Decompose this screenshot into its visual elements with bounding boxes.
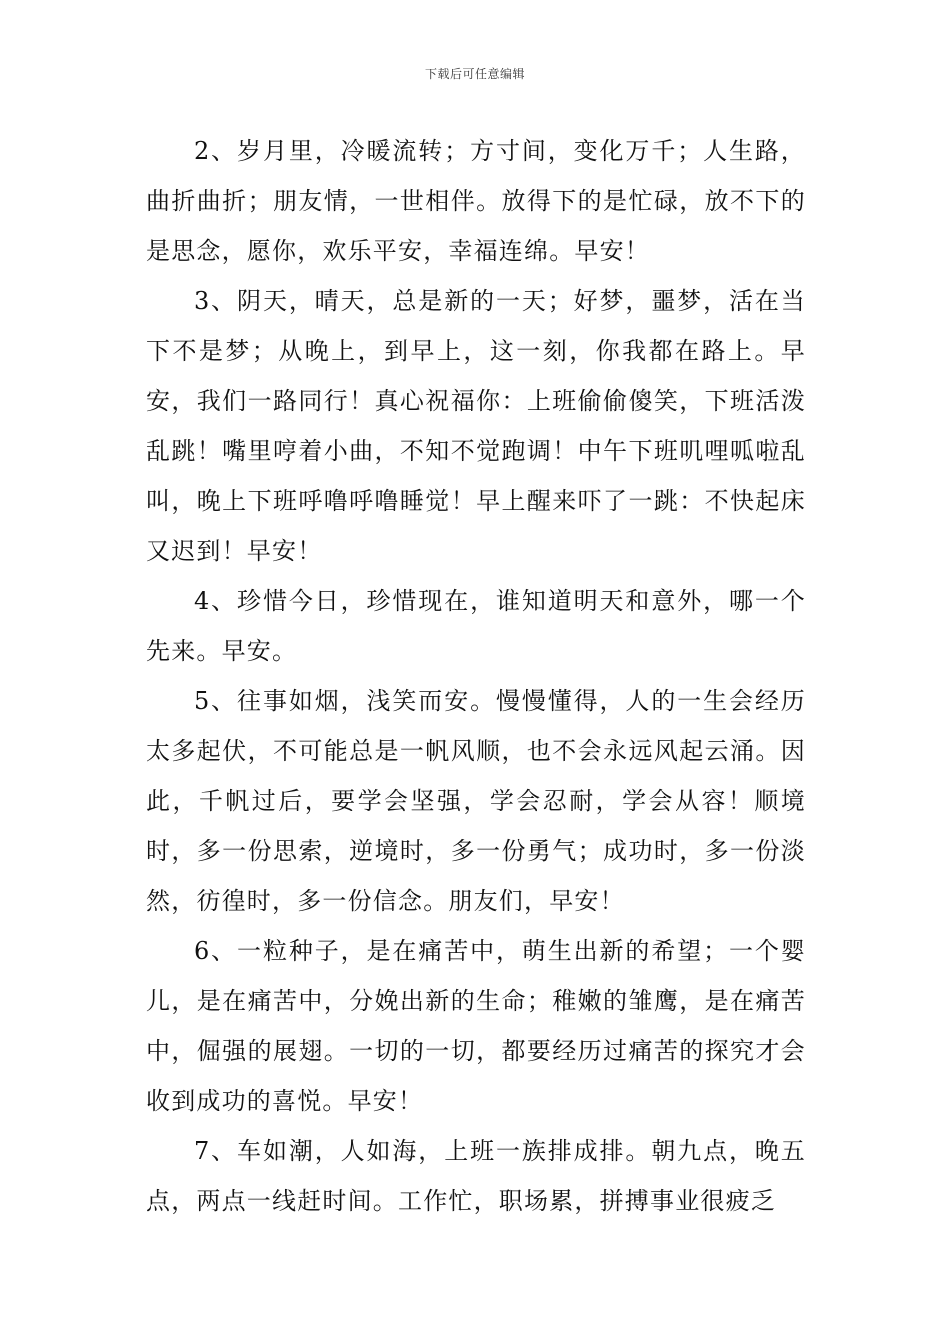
paragraph-4: 4、珍惜今日，珍惜现在，谁知道明天和意外，哪一个先来。早安。: [146, 587, 806, 665]
page-header-note: 下载后可任意编辑: [424, 67, 525, 81]
paragraph-3: 3、阴天，晴天，总是新的一天；好梦，噩梦，活在当下不是梦；从晚上，到早上，这一刻，你我都在路上。早安，我们一路同行！真心祝福你：上班偷偷傻笑，下班活泼乱跳！嘴里哼着小曲，不知不觉跑调！中午下班叽哩呱啦乱叫，晚上下班呼噜呼噜睡觉！早上醒来吓了一跳：不快起床又迟到！早安！: [146, 287, 806, 565]
paragraph-6: 6、一粒种子，是在痛苦中，萌生出新的希望；一个婴儿，是在痛苦中，分娩出新的生命；稚嫩的雏鹰，是在痛苦中，倔强的展翅。一切的一切，都要经历过痛苦的探究才会收到成功的喜悦。早安！: [146, 937, 806, 1115]
document-body: [146, 126, 806, 1226]
paragraph-7: 7、车如潮，人如海，上班一族排成排。朝九点，晚五点，两点一线赶时间。工作忙，职场累，拼搏事业很疲乏: [146, 1137, 806, 1215]
paragraph-2: 2、岁月里，冷暖流转；方寸间，变化万千；人生路，曲折曲折；朋友情，一世相伴。放得下的是忙碌，放不下的是思念，愿你，欢乐平安，幸福连绵。早安！: [146, 137, 806, 265]
paragraph-5: 5、往事如烟，浅笑而安。慢慢懂得，人的一生会经历太多起伏，不可能总是一帆风顺，也不会永远风起云涌。因此，千帆过后，要学会坚强，学会忍耐，学会从容！顺境时，多一份思索，逆境时，多一份勇气；成功时，多一份淡然，彷徨时，多一份信念。朋友们，早安！: [146, 687, 806, 915]
